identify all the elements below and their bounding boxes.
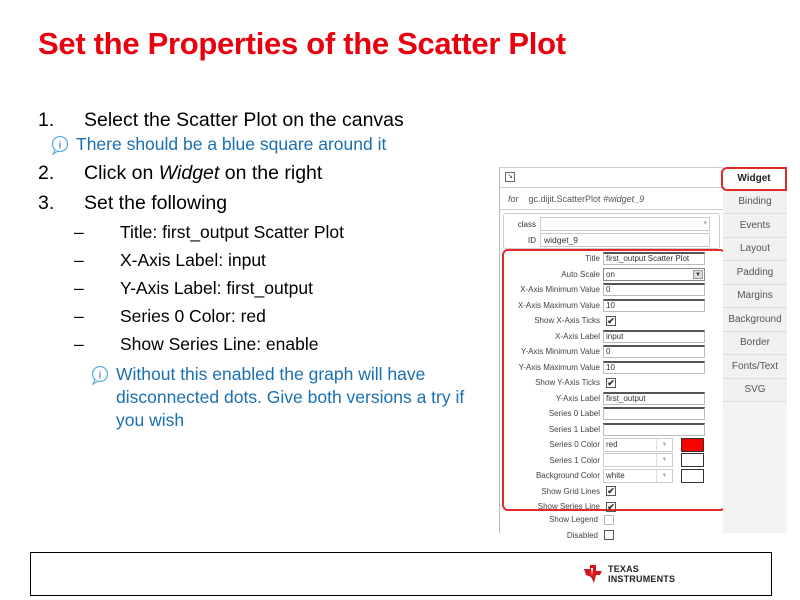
x-max-input[interactable]: 10 <box>603 299 705 312</box>
prop-label: Y-Axis Label <box>555 393 600 403</box>
step-text: Select the Scatter Plot on the canvas <box>84 109 404 131</box>
x-min-input[interactable]: 0 <box>603 283 705 296</box>
properties-content <box>499 167 723 540</box>
sub-item-text: Y-Axis Label: first_output <box>120 278 313 298</box>
select-value: on <box>606 269 615 279</box>
prop-label: Series 1 Color <box>549 455 600 465</box>
bg-color-swatch[interactable] <box>681 469 704 483</box>
prop-series0-label <box>504 406 724 422</box>
sub-item <box>74 247 488 275</box>
logo-line-2: INSTRUMENTS <box>608 574 676 584</box>
instruction-list <box>38 106 488 432</box>
class-id-group <box>503 213 720 249</box>
slide-footer <box>30 552 772 596</box>
ti-logo-icon <box>582 563 604 585</box>
tab-margins[interactable]: Margins <box>723 285 787 309</box>
prop-series0-color <box>504 437 724 453</box>
logo-line-1: TEXAS <box>608 564 640 574</box>
dropdown-arrow-icon[interactable]: ▼ <box>656 439 672 451</box>
prop-label: Background Color <box>535 471 600 481</box>
y-min-input[interactable]: 0 <box>603 345 705 358</box>
prop-show-x-ticks <box>504 313 724 329</box>
show-x-ticks-checkbox[interactable]: ✔ <box>607 315 615 326</box>
y-label-input[interactable]: first_output <box>603 392 705 405</box>
info-note <box>50 133 488 159</box>
sub-item-text: Title: first_output Scatter Plot <box>120 222 345 242</box>
slide-title: Set the Properties of the Scatter Plot <box>38 26 566 61</box>
prop-label: X-Axis Maximum Value <box>517 300 600 310</box>
prop-label: X-Axis Label <box>555 331 600 341</box>
dash: – <box>74 334 84 354</box>
prop-label: Series 0 Color <box>549 440 600 450</box>
prop-disabled <box>502 528 726 544</box>
prop-show-legend <box>502 512 726 528</box>
dash: – <box>74 222 84 242</box>
title-input[interactable]: first_output Scatter Plot <box>603 252 705 265</box>
sub-item-text: Series 0 Color: red <box>120 306 266 326</box>
note-text: Without this enabled the graph will have disconnected dots. Give both versions a try if you wish <box>116 364 465 430</box>
prop-label: Show Y-Axis Ticks <box>535 378 600 388</box>
for-label: for <box>508 193 519 204</box>
prop-y-label <box>504 391 724 407</box>
prop-title <box>504 251 724 267</box>
step-2 <box>38 159 488 189</box>
tab-layout[interactable]: Layout <box>723 238 787 262</box>
series0-color-swatch[interactable] <box>681 438 704 452</box>
prop-label: Title <box>585 254 600 264</box>
info-icon <box>50 135 70 155</box>
combo-value: white <box>606 470 625 480</box>
series0-label-input[interactable] <box>603 407 705 420</box>
ti-logo <box>582 563 675 585</box>
show-grid-checkbox[interactable]: ✔ <box>607 486 615 497</box>
combo-value: red <box>606 439 618 449</box>
prop-label: Series 1 Label <box>548 424 600 434</box>
step-3 <box>38 189 488 219</box>
tab-border[interactable]: Border <box>723 332 787 356</box>
show-legend-checkbox[interactable] <box>604 515 614 525</box>
step-number: 1. <box>38 109 55 131</box>
widget-class: gc.dijit.ScatterPlot <box>528 193 601 204</box>
prop-label: Disabled <box>566 530 598 540</box>
prop-label: Show X-Axis Ticks <box>534 316 600 326</box>
auto-scale-select[interactable] <box>603 268 705 281</box>
prop-auto-scale <box>504 267 724 283</box>
expand-icon[interactable]: ↘ <box>505 172 515 182</box>
chevron-down-icon[interactable]: ▾ <box>703 220 707 227</box>
step-number: 3. <box>38 192 55 214</box>
prop-bg-color <box>504 468 724 484</box>
sub-item <box>74 275 488 303</box>
id-label: ID <box>528 235 536 245</box>
dash: – <box>74 250 84 270</box>
ti-wordmark <box>608 564 675 584</box>
widget-properties-highlight <box>502 249 726 511</box>
prop-x-max <box>504 298 724 314</box>
prop-show-y-ticks <box>504 375 724 391</box>
id-input[interactable]: widget_9 <box>540 233 710 247</box>
step-1 <box>38 106 488 136</box>
dropdown-arrow-icon[interactable]: ▼ <box>656 470 672 482</box>
step-text <box>84 159 322 189</box>
series1-color-combo[interactable] <box>603 453 673 467</box>
step-number: 2. <box>38 162 55 184</box>
step-text-part: on the right <box>219 162 323 184</box>
prop-series1-color <box>504 453 724 469</box>
tab-fonts-text[interactable]: Fonts/Text <box>723 355 787 379</box>
prop-y-max <box>504 360 724 376</box>
tab-widget[interactable]: Widget <box>721 167 787 191</box>
series1-color-swatch[interactable] <box>681 453 704 467</box>
bg-color-combo[interactable] <box>603 469 673 483</box>
class-label: class <box>517 219 536 229</box>
svg-text:i: i <box>98 369 102 382</box>
sub-item <box>74 331 488 359</box>
prop-x-label <box>504 329 724 345</box>
show-y-ticks-checkbox[interactable]: ✔ <box>607 377 615 388</box>
prop-label: Show Grid Lines <box>541 486 600 496</box>
prop-label: Series 0 Label <box>548 409 600 419</box>
step-text-part: Click on <box>84 162 159 184</box>
widget-type <box>529 194 645 204</box>
y-max-input[interactable]: 10 <box>603 361 705 374</box>
x-label-input[interactable]: input <box>603 330 705 343</box>
tab-background[interactable]: Background <box>723 308 787 332</box>
sub-item-text: X-Axis Label: input <box>120 250 266 270</box>
step-text: Set the following <box>84 192 228 214</box>
prop-show-grid <box>504 484 724 500</box>
widget-id-ref: #widget_9 <box>603 193 645 204</box>
series1-label-input[interactable] <box>603 423 705 436</box>
note-text: There should be a blue square around it <box>76 134 387 154</box>
dash: – <box>74 278 84 298</box>
prop-label: Y-Axis Minimum Value <box>520 347 600 357</box>
series0-color-combo[interactable] <box>603 438 673 452</box>
disabled-checkbox[interactable] <box>604 530 614 540</box>
sub-item <box>74 219 488 247</box>
prop-series1-label <box>504 422 724 438</box>
tab-padding[interactable]: Padding <box>723 261 787 285</box>
step-text-emphasis: Widget <box>158 162 220 184</box>
prop-label: Show Series Line <box>537 502 600 512</box>
prop-label: Auto Scale <box>561 269 600 279</box>
tab-events[interactable]: Events <box>723 214 787 238</box>
id-row <box>504 232 719 248</box>
prop-label: Show Legend <box>549 515 598 525</box>
svg-text:i: i <box>58 139 62 152</box>
info-icon <box>90 365 110 385</box>
tab-svg[interactable]: SVG <box>723 379 787 403</box>
info-note <box>90 363 490 432</box>
sub-item <box>74 303 488 331</box>
property-tabs <box>723 167 787 533</box>
class-input[interactable] <box>540 217 710 231</box>
properties-panel <box>499 167 787 540</box>
dash: – <box>74 306 84 326</box>
prop-x-min <box>504 282 724 298</box>
panel-toolbar <box>500 168 723 188</box>
dropdown-arrow-icon[interactable]: ▼ <box>656 454 672 466</box>
prop-label: X-Axis Minimum Value <box>520 285 600 295</box>
prop-y-min <box>504 344 724 360</box>
prop-label: Y-Axis Maximum Value <box>518 362 600 372</box>
class-row <box>504 216 719 232</box>
sub-item-text: Show Series Line: enable <box>120 334 319 354</box>
tab-binding[interactable]: Binding <box>723 191 787 215</box>
dropdown-arrow-icon[interactable]: ▼ <box>693 270 703 279</box>
more-properties <box>502 512 726 543</box>
show-series-line-checkbox[interactable]: ✔ <box>607 501 615 512</box>
widget-type-row <box>500 188 723 210</box>
